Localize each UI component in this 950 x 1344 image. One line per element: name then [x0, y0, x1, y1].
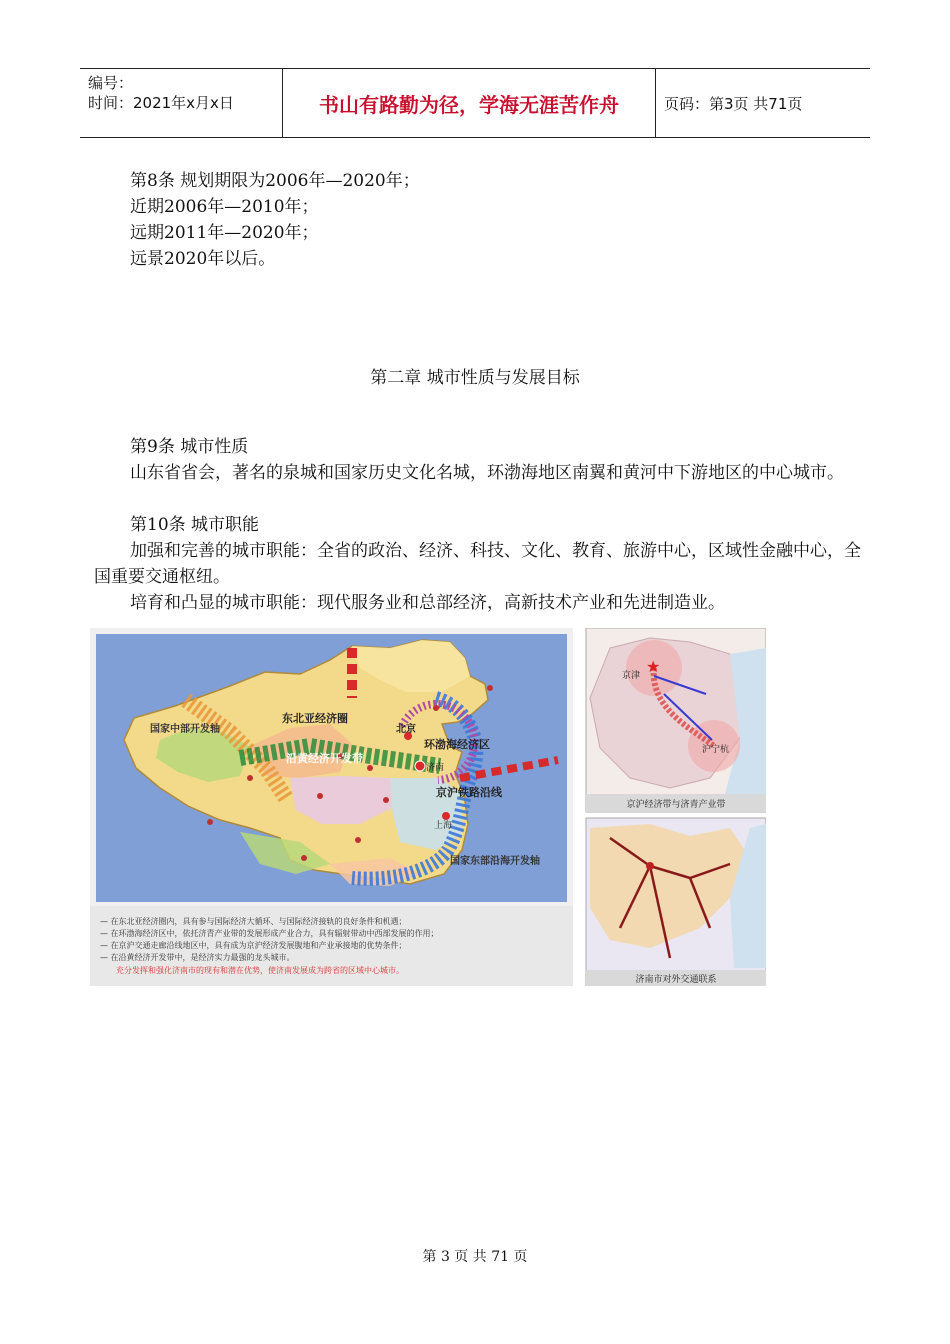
capital-star-icon: ★: [646, 657, 661, 676]
jinan-node: [646, 862, 654, 870]
header-meta: [80, 69, 282, 137]
page-header: [80, 68, 870, 138]
vision-line: 远景2020年以后。: [130, 249, 276, 269]
jinghu-label: 京沪铁路沿线: [436, 786, 502, 799]
bohai-label: 环渤海经济区: [424, 738, 490, 751]
note-3: — 在京沪交通走廊沿线地区中，具有成为京沪经济发展腹地和产业承接地的优势条件；: [100, 941, 407, 950]
map2-caption: 济南市对外交通联系: [635, 975, 717, 985]
jingjin-label: 京津: [622, 671, 641, 681]
regional-maps-figure: [90, 628, 766, 986]
near-term-line: 近期2006年—2010年；: [130, 197, 319, 217]
jinan-dot: [415, 761, 425, 771]
article-10-body-1: 加强和完善的城市职能：全省的政治、经济、科技、文化、教育、旅游中心，区域性金融中心，全国重要交通枢纽。: [94, 541, 861, 587]
central-axis-label: 国家中部开发轴: [150, 724, 220, 735]
coastal-axis-label: 国家东部沿海开发轴: [450, 856, 540, 867]
number-label: 编号：: [88, 74, 134, 92]
article-10-body-2: 培育和凸显的城市职能：现代服务业和总部经济，高新技术产业和先进制造业。: [130, 593, 725, 613]
jinan-label: 济南: [426, 763, 445, 773]
map1-caption: 京沪经济带与济青产业带: [626, 800, 726, 810]
note-2: — 在环渤海经济区中，依托济青产业带的发展形成产业合力，具有辐射带动中西部发展的作用；: [100, 929, 439, 938]
beijing-label: 北京: [396, 724, 416, 735]
yellow-river-label: 沿黄经济开发带: [286, 752, 363, 765]
chapter-title: 第二章 城市性质与发展目标: [370, 368, 580, 388]
article-10-heading: 第10条 城市职能: [130, 515, 260, 535]
header-page-label: 页码：第3页 共71页: [664, 94, 803, 113]
article-9-body: 山东省省会，著名的泉城和国家历史文化名城，环渤海地区南翼和黄河中下游地区的中心城市。: [130, 463, 844, 483]
note-4: — 在沿黄经济开发带中，是经济实力最强的龙头城市。: [100, 953, 295, 962]
long-term-line: 远期2011年—2020年；: [130, 223, 319, 243]
header-motto: 书山有路勤为径，学海无涯苦作舟: [282, 69, 656, 137]
shanghai-label: 上海: [434, 821, 453, 831]
northeast-label: 东北亚经济圈: [282, 712, 348, 725]
huningshang-label: 沪宁杭: [702, 745, 730, 755]
page-footer: 第 3 页 共 71 页: [422, 1249, 528, 1265]
note-red: 充分发挥和强化济南市的现有和潜在优势，使济南发展成为跨省的区域中心城市。: [116, 966, 404, 975]
note-1: — 在东北亚经济圈内，具有参与国际经济大循环、与国际经济接轨的良好条件和机遇；: [100, 917, 407, 926]
shanghai-dot: [442, 812, 450, 820]
article-8-line: 第8条 规划期限为2006年—2020年；: [130, 171, 420, 191]
article-9-heading: 第9条 城市性质: [130, 437, 249, 457]
time-label: 时间：2021年x月x日: [88, 94, 234, 112]
